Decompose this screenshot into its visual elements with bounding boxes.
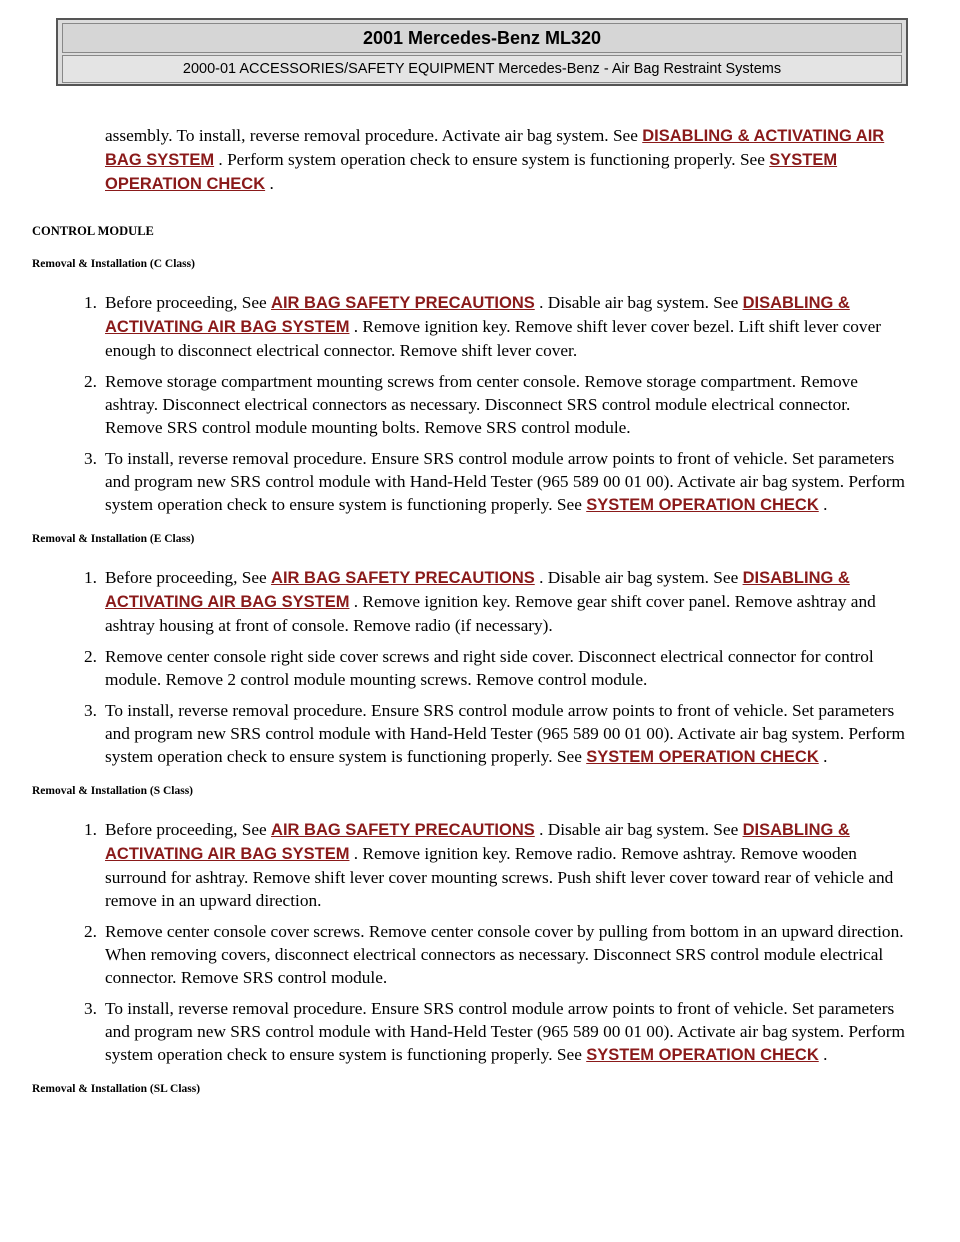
step-text: Remove center console cover screws. Remove center console cover by pulling from bottom in an upward direction. When removing covers, disconnect electrical connectors as necessary. Disconnect SRS control module electrical connector. Remove SRS control module. bbox=[105, 922, 904, 987]
link-system-operation-check[interactable]: SYSTEM OPERATION CHECK bbox=[105, 151, 838, 193]
step-number: 3. bbox=[84, 701, 97, 720]
link-air-bag-safety-precautions[interactable]: AIR BAG SAFETY PRECAUTIONS bbox=[271, 294, 535, 312]
link-system-operation-check[interactable]: SYSTEM OPERATION CHECK bbox=[586, 496, 819, 514]
list-item bbox=[32, 447, 912, 517]
link-disabling-activating[interactable]: DISABLING & ACTIVATING AIR BAG SYSTEM bbox=[105, 127, 885, 169]
step-text: . bbox=[818, 1045, 828, 1064]
subsection-c-class bbox=[32, 258, 912, 517]
link-air-bag-safety-precautions[interactable]: AIR BAG SAFETY PRECAUTIONS bbox=[271, 569, 535, 587]
step-text: . Remove ignition key. Remove shift lever cover bezel. Lift shift lever cover enough to disconnect electrical connector. Remove shift lever cover. bbox=[105, 317, 881, 360]
document-title: 2001 Mercedes-Benz ML320 bbox=[362, 27, 602, 48]
steps-list bbox=[32, 818, 912, 1067]
step-text: Before proceeding, See bbox=[105, 568, 272, 587]
step-text: . bbox=[818, 495, 828, 514]
subsection-heading-sl-class: Removal & Installation (SL Class) bbox=[32, 1083, 201, 1095]
step-text: Before proceeding, See bbox=[105, 820, 272, 839]
step-number: 2. bbox=[84, 372, 97, 391]
step-text: To install, reverse removal procedure. Ensure SRS control module arrow points to front of vehicle. Set parameters and program new SRS control module with Hand-Held Tester (965 589 00 01 00). Activate air bag system. Perform system operation check to ensure system is functioning properly. See bbox=[105, 999, 905, 1064]
link-disabling-activating[interactable]: DISABLING & ACTIVATING AIR BAG SYSTEM bbox=[105, 569, 850, 611]
list-item bbox=[32, 997, 912, 1067]
step-text: To install, reverse removal procedure. Ensure SRS control module arrow points to front of vehicle. Set parameters and program new SRS control module with Hand-Held Tester (965 589 00 01 00). Activate air bag system. Perform system operation check to ensure system is functioning properly. See bbox=[105, 701, 905, 766]
subsection-heading: Removal & Installation (S Class) bbox=[32, 785, 194, 797]
step-number: 2. bbox=[84, 922, 97, 941]
header-title-box bbox=[62, 23, 902, 53]
step-text: . Disable air bag system. See bbox=[534, 820, 743, 839]
link-disabling-activating[interactable]: DISABLING & ACTIVATING AIR BAG SYSTEM bbox=[105, 821, 850, 863]
step-number: 3. bbox=[84, 449, 97, 468]
step-text: . bbox=[818, 747, 828, 766]
intro-text-3: . bbox=[265, 174, 274, 193]
step-text: To install, reverse removal procedure. Ensure SRS control module arrow points to front of vehicle. Set parameters and program new SRS control module with Hand-Held Tester (965 589 00 01 00). Activate air bag system. Perform system operation check to ensure system is functioning properly. See bbox=[105, 449, 905, 514]
step-number: 1. bbox=[84, 820, 97, 839]
step-text: Before proceeding, See bbox=[105, 293, 272, 312]
steps-list bbox=[32, 566, 912, 769]
intro-paragraph bbox=[32, 124, 912, 196]
list-item bbox=[32, 566, 912, 637]
step-text: . Disable air bag system. See bbox=[534, 568, 743, 587]
list-item bbox=[32, 645, 912, 691]
step-text: . Remove ignition key. Remove gear shift cover panel. Remove ashtray and ashtray housing at front of console. Remove radio (if necessary). bbox=[105, 592, 876, 635]
list-item bbox=[32, 920, 912, 989]
step-number: 2. bbox=[84, 647, 97, 666]
step-number: 1. bbox=[84, 568, 97, 587]
header-subtitle-box bbox=[62, 55, 902, 83]
link-system-operation-check[interactable]: SYSTEM OPERATION CHECK bbox=[586, 748, 819, 766]
subsection-heading: Removal & Installation (E Class) bbox=[32, 533, 195, 545]
step-text: Remove center console right side cover screws and right side cover. Disconnect electrical connector for control module. Remove 2 control module mounting screws. Remove control module. bbox=[105, 647, 874, 689]
subsection-s-class bbox=[32, 785, 912, 1067]
list-item bbox=[32, 818, 912, 912]
step-text: . Disable air bag system. See bbox=[534, 293, 743, 312]
page-header bbox=[56, 18, 908, 86]
steps-list bbox=[32, 291, 912, 517]
step-number: 3. bbox=[84, 999, 97, 1018]
subsection-heading: Removal & Installation (C Class) bbox=[32, 258, 195, 270]
step-number: 1. bbox=[84, 293, 97, 312]
list-item bbox=[32, 370, 912, 439]
intro-text-2: . Perform system operation check to ensure system is functioning properly. See bbox=[214, 150, 770, 169]
step-text: Remove storage compartment mounting screws from center console. Remove storage compartment. Remove ashtray. Disconnect electrical connectors as necessary. Disconnect SRS control module electrical connector. Remove SRS control module mounting bolts. Remove SRS control module. bbox=[105, 372, 858, 437]
document-subtitle: 2000-01 ACCESSORIES/SAFETY EQUIPMENT Mercedes-Benz - Air Bag Restraint Systems bbox=[182, 61, 782, 77]
link-disabling-activating[interactable]: DISABLING & ACTIVATING AIR BAG SYSTEM bbox=[105, 294, 850, 336]
link-system-operation-check[interactable]: SYSTEM OPERATION CHECK bbox=[586, 1046, 819, 1064]
list-item bbox=[32, 291, 912, 362]
section-heading: CONTROL MODULE bbox=[32, 224, 154, 238]
step-text: . Remove ignition key. Remove radio. Remove ashtray. Remove wooden surround for ashtray. Remove shift lever cover mounting screws. Push shift lever cover toward rear of vehicle and remove in an upward direction. bbox=[105, 844, 894, 910]
list-item bbox=[32, 699, 912, 769]
intro-text-1: assembly. To install, reverse removal procedure. Activate air bag system. See bbox=[105, 126, 643, 145]
link-air-bag-safety-precautions[interactable]: AIR BAG SAFETY PRECAUTIONS bbox=[271, 821, 535, 839]
document-body bbox=[32, 124, 912, 1095]
subsection-e-class bbox=[32, 533, 912, 769]
